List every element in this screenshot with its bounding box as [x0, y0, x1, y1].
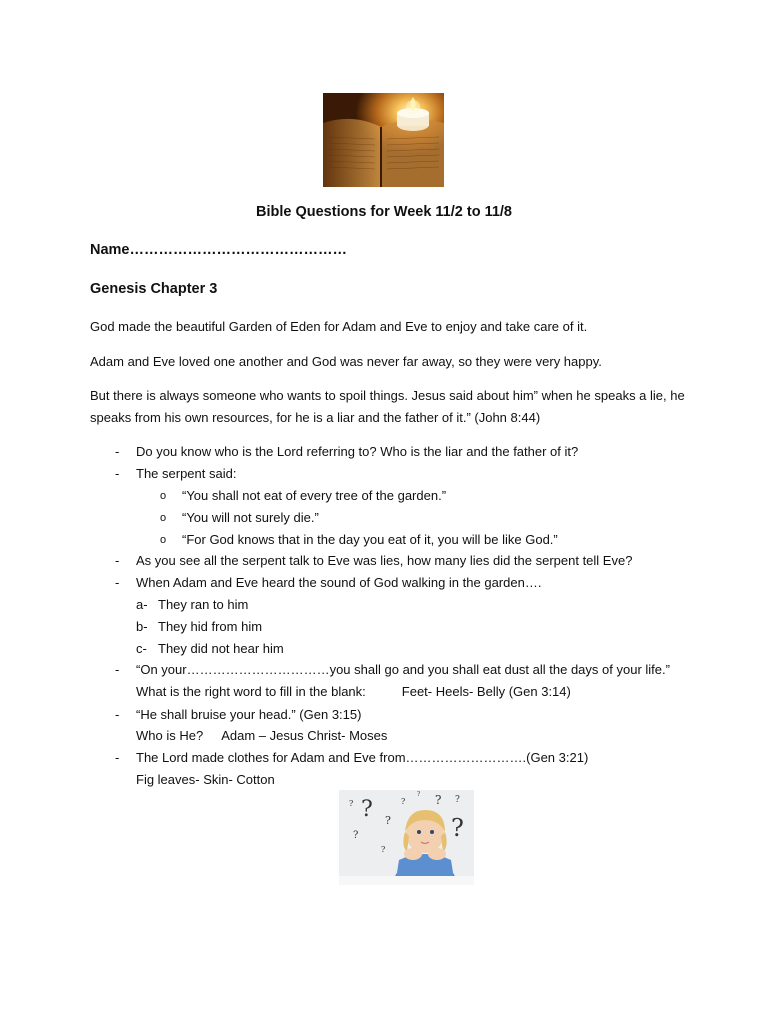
question-7: The Lord made clothes for Adam and Eve from……………………….(Gen 3:21): [136, 750, 589, 765]
option-a: They ran to him: [158, 597, 249, 612]
intro-paragraph-3: But there is always someone who wants to spoil things. Jesus said about him” when he speaks a lie, he speaks from his own resources, for he is a liar and the father of it.” (John 8:44): [90, 388, 685, 425]
question-3: As you see all the serpent talk to Eve was lies, how many lies did the serpent tell Eve?: [136, 553, 633, 568]
q5-prompt-text: What is the right word to fill in the blank:: [136, 684, 366, 699]
dash-bullet: -: [115, 707, 120, 722]
question-4: When Adam and Eve heard the sound of God walking in the garden….: [136, 575, 542, 590]
option-letter-c: c-: [136, 641, 147, 656]
thinking-child-image: [339, 790, 474, 885]
bible-candle-icon: [323, 93, 444, 187]
dash-bullet: -: [115, 750, 120, 765]
question-mark: ?: [435, 793, 442, 807]
page-title: Bible Questions for Week 11/2 to 11/8: [256, 204, 512, 220]
question-6-prompt: [136, 725, 387, 747]
question-1: Do you know who is the Lord referring to? Who is the liar and the father of it?: [136, 444, 579, 459]
dash-bullet: -: [115, 553, 120, 568]
question-5-prompt: [136, 681, 571, 703]
dash-bullet: -: [115, 575, 120, 590]
serpent-quote-2: “You will not surely die.”: [182, 510, 319, 525]
thinking-child-icon: [339, 790, 474, 885]
chapter-heading: Genesis Chapter 3: [90, 281, 218, 297]
question-mark: ?: [349, 799, 354, 808]
intro-paragraph-1: God made the beautiful Garden of Eden for Adam and Eve to enjoy and take care of it.: [90, 319, 588, 334]
question-mark: ?: [385, 814, 391, 827]
question-mark: ?: [401, 797, 406, 806]
question-mark: ?: [417, 791, 421, 798]
circle-bullet: o: [160, 490, 167, 502]
question-6: “He shall bruise your head.” (Gen 3:15): [136, 707, 362, 722]
question-mark: ?: [361, 797, 373, 822]
question-2: The serpent said:: [136, 466, 237, 481]
q5-choices: Feet- Heels- Belly (Gen 3:14): [401, 684, 571, 699]
question-mark: ?: [455, 795, 460, 805]
name-field-label: Name………………………………………: [90, 242, 347, 258]
serpent-quote-3: “For God knows that in the day you eat of it, you will be like God.”: [182, 532, 558, 547]
q6-prompt-text: Who is He?: [136, 728, 204, 743]
dash-bullet: -: [115, 466, 120, 481]
question-5: “On your……………………………you shall go and you shall eat dust all the days of your life.”: [136, 662, 670, 677]
circle-bullet: o: [160, 512, 167, 524]
question-mark: ?: [381, 845, 386, 854]
dash-bullet: -: [115, 662, 120, 677]
option-c: They did not hear him: [158, 641, 284, 656]
q6-choices: Adam – Jesus Christ- Moses: [221, 728, 388, 743]
bible-candle-image: [323, 93, 444, 187]
option-b: They hid from him: [158, 619, 263, 634]
question-mark: ?: [451, 814, 464, 842]
option-letter-a: a-: [136, 597, 148, 612]
intro-paragraph-2: Adam and Eve loved one another and God was never far away, so they were very happy.: [90, 354, 602, 369]
circle-bullet: o: [160, 534, 167, 546]
dash-bullet: -: [115, 444, 120, 459]
option-letter-b: b-: [136, 619, 148, 634]
question-7-choices: Fig leaves- Skin- Cotton: [136, 772, 275, 787]
serpent-quote-1: “You shall not eat of every tree of the garden.”: [182, 488, 447, 503]
question-mark: ?: [353, 830, 359, 841]
